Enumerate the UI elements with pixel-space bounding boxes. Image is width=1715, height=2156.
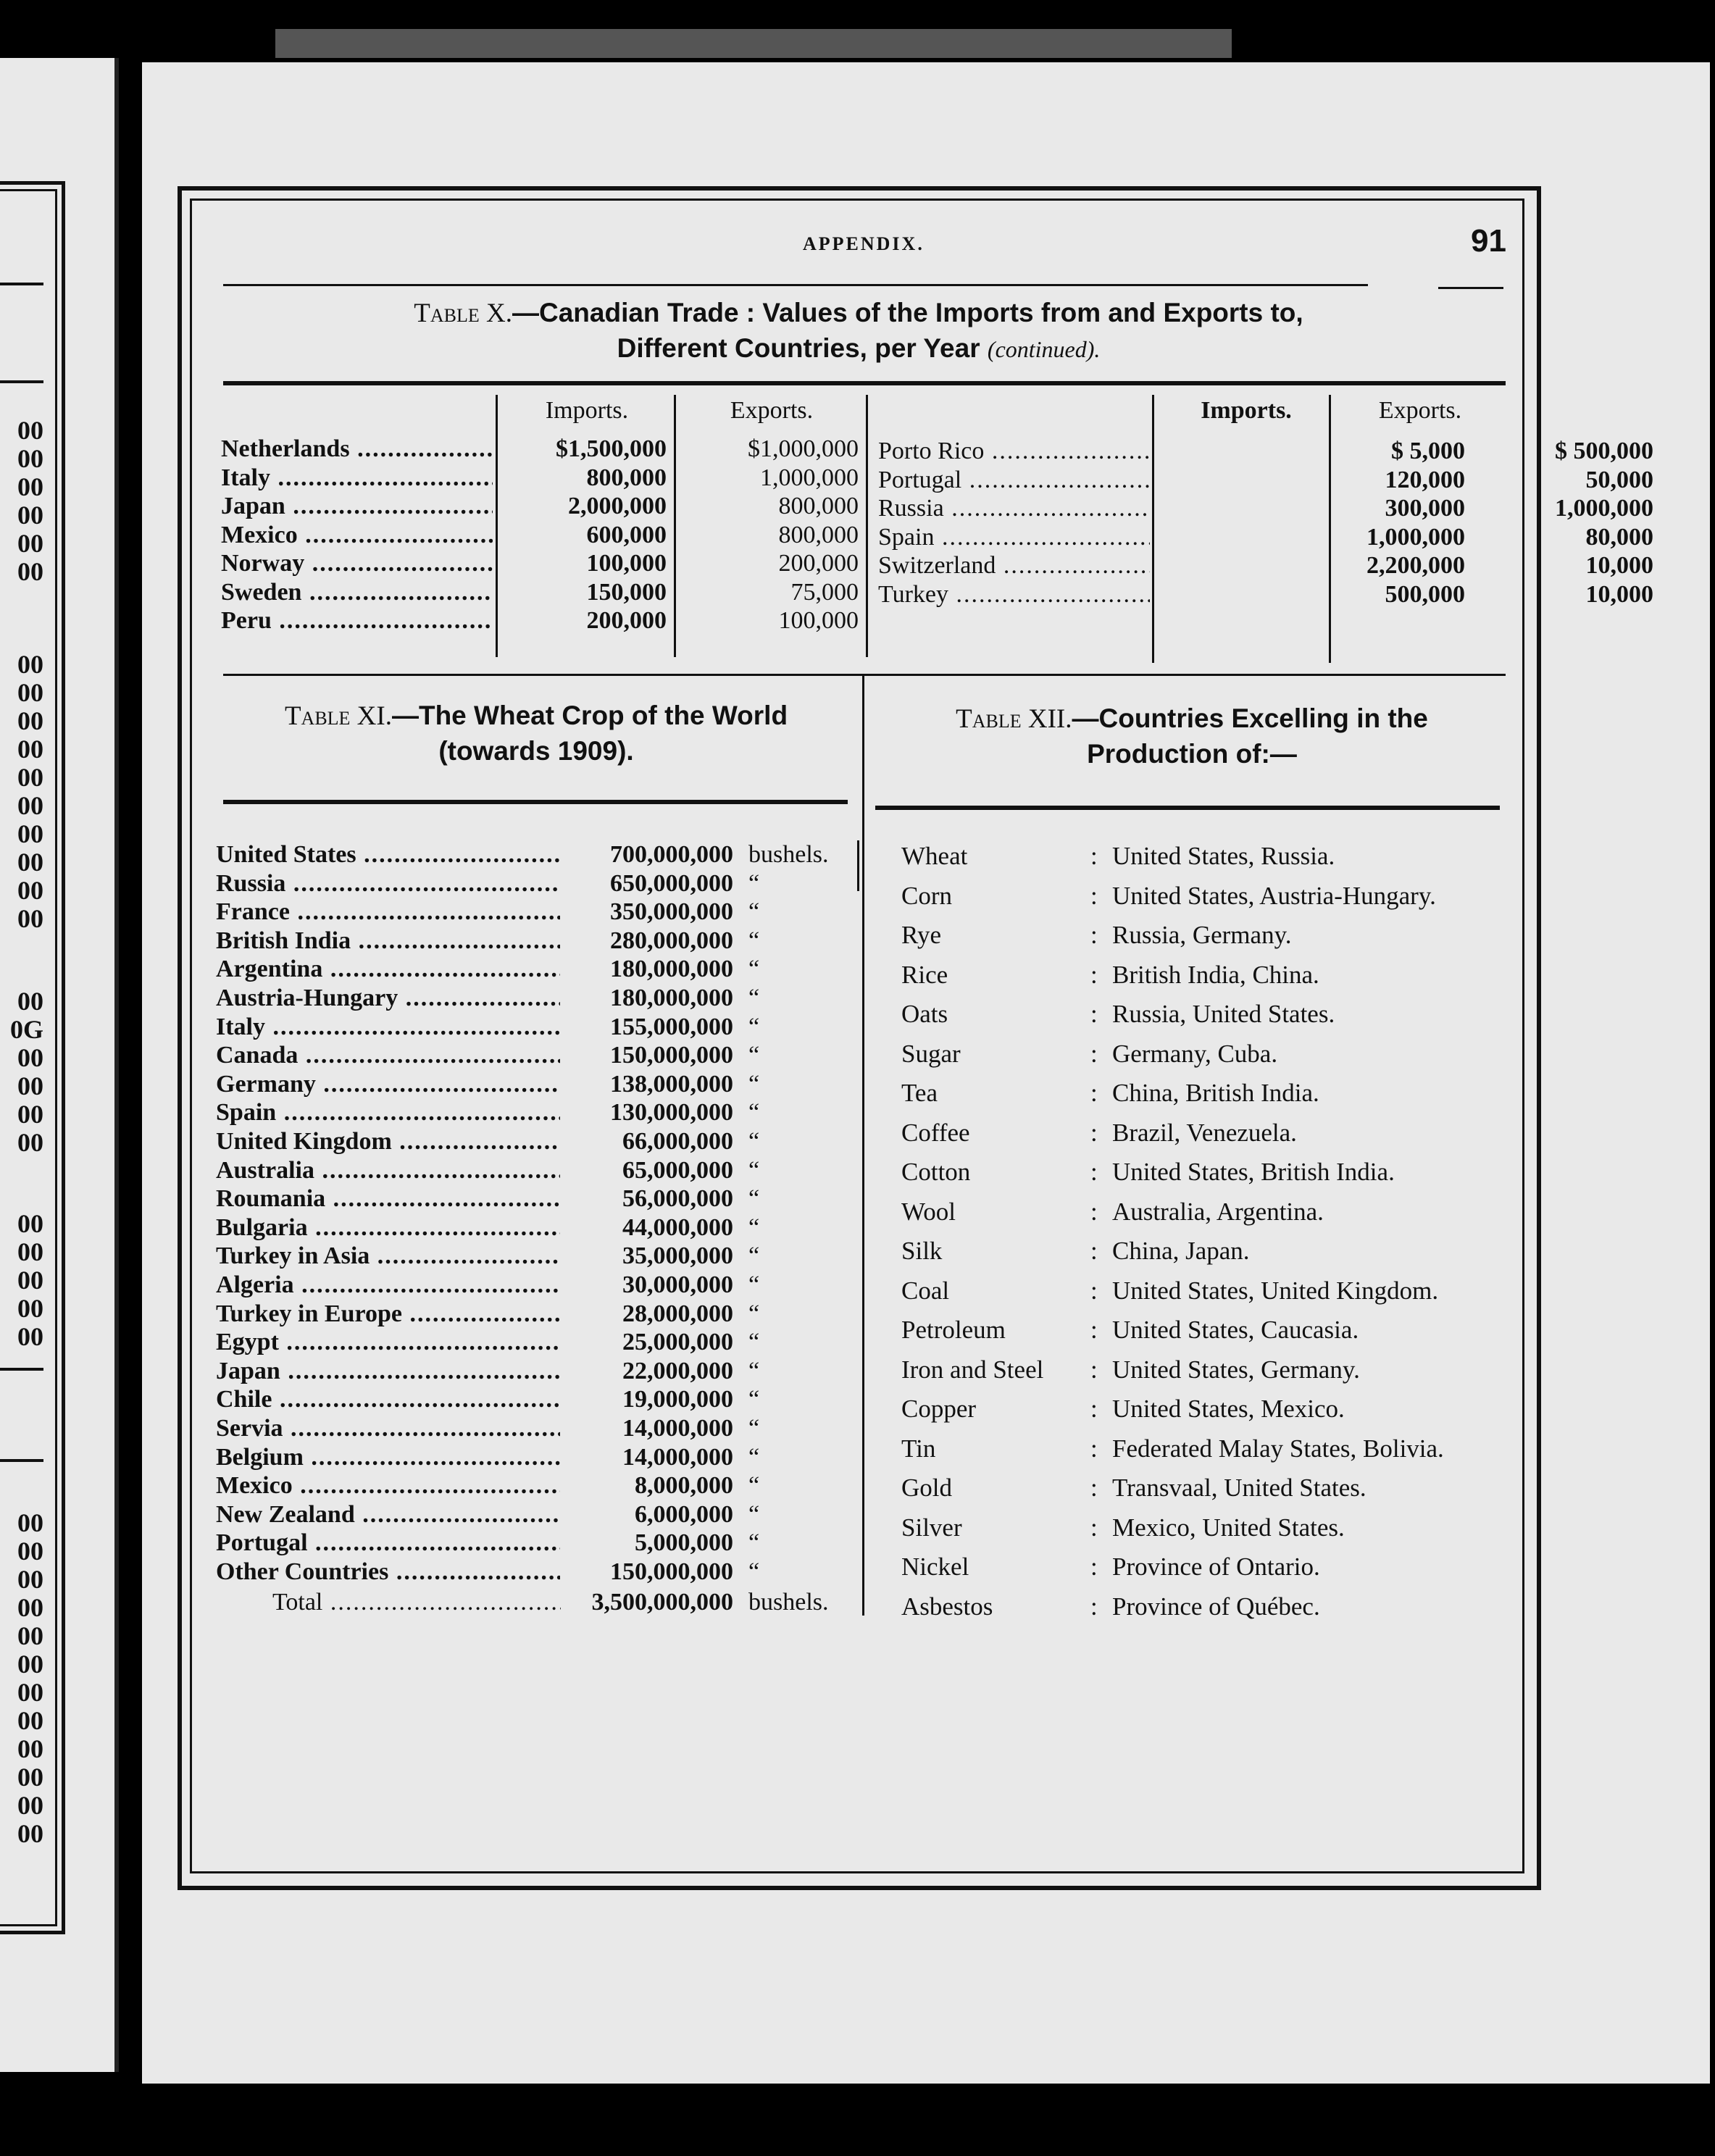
table11-title-line2: (towards 1909). bbox=[438, 736, 634, 766]
adjacent-page-number: 00 bbox=[17, 1565, 43, 1594]
table11-value: 138,000,000 bbox=[610, 1070, 733, 1098]
table12-countries: United States, British India. bbox=[1112, 1158, 1395, 1186]
adjacent-page-number: 00 bbox=[17, 706, 43, 735]
table11-country: Portugal ..... bbox=[216, 1529, 560, 1558]
table12-countries: China, Japan. bbox=[1112, 1237, 1250, 1265]
table10-exports: 10,000 bbox=[1585, 552, 1653, 579]
table12-crop: Asbestos bbox=[901, 1592, 993, 1621]
table10-title-line1: —Canadian Trade : Values of the Imports from and Exports to, bbox=[512, 298, 1303, 327]
table11-row bbox=[216, 1328, 854, 1357]
table11-row bbox=[216, 1098, 854, 1127]
table11-country: Belgium ..... bbox=[216, 1443, 560, 1472]
table12-crop: Iron and Steel bbox=[901, 1355, 1044, 1384]
adjacent-page-number: 00 bbox=[17, 1621, 43, 1650]
table11-12-divider bbox=[862, 675, 864, 1616]
table11-unit: “ bbox=[748, 1242, 760, 1270]
table11-value: 280,000,000 bbox=[610, 927, 733, 954]
header-rule-right bbox=[1438, 287, 1503, 289]
table10-col-exports-right: Exports. bbox=[1378, 397, 1462, 424]
adjacent-page-number: 00 bbox=[17, 1209, 43, 1238]
table10-country: Portugal ..... bbox=[878, 466, 1150, 495]
adjacent-page-number: 00 bbox=[17, 416, 43, 445]
table11-country: Spain ..... bbox=[216, 1098, 560, 1127]
table11-value: 14,000,000 bbox=[622, 1415, 733, 1442]
table10-country: Porto Rico ..... bbox=[878, 437, 1150, 466]
table10-top-rule bbox=[223, 381, 1506, 385]
adjacent-page-number: 00 bbox=[17, 1678, 43, 1707]
table12-separator: : bbox=[1090, 1039, 1098, 1068]
table11-country: Roumania ..... bbox=[216, 1184, 560, 1213]
table11-country: Russia ..... bbox=[216, 869, 560, 898]
table12-title-line2: Production of:— bbox=[1087, 739, 1297, 769]
table10-imports: 2,200,000 bbox=[1366, 552, 1465, 579]
table11-value: 180,000,000 bbox=[610, 956, 733, 983]
adjacent-page-number: 00 bbox=[17, 529, 43, 558]
adjacent-page-number: 00 bbox=[17, 1508, 43, 1537]
table10-imports: 120,000 bbox=[1385, 466, 1465, 493]
table11-total-value: 3,500,000,000 bbox=[591, 1588, 733, 1616]
table11-value: 180,000,000 bbox=[610, 985, 733, 1011]
table11-value: 65,000,000 bbox=[622, 1156, 733, 1184]
table12-countries: Province of Québec. bbox=[1112, 1592, 1320, 1621]
table12-crop: Wheat bbox=[901, 842, 968, 870]
table12-separator: : bbox=[1090, 1276, 1098, 1305]
table11-value: 650,000,000 bbox=[610, 869, 733, 897]
adjacent-page-number: 00 bbox=[17, 444, 43, 473]
table11-unit: “ bbox=[748, 1472, 760, 1500]
table11-value: 5,000,000 bbox=[635, 1529, 733, 1557]
table12-countries: United States, Germany. bbox=[1112, 1355, 1360, 1384]
table12-title-line1: —Countries Excelling in the bbox=[1072, 703, 1428, 733]
table10-imports: 300,000 bbox=[1385, 495, 1465, 522]
table12-countries: United States, Austria-Hungary. bbox=[1112, 881, 1436, 910]
table11-label: Table XI. bbox=[284, 701, 392, 731]
table11-unit: “ bbox=[748, 1443, 760, 1471]
table11-value: 155,000,000 bbox=[610, 1013, 733, 1040]
table12-countries: United States, United Kingdom. bbox=[1112, 1276, 1439, 1305]
table11-unit: “ bbox=[748, 1271, 760, 1298]
adjacent-page-number: 00 bbox=[17, 1100, 43, 1129]
table12-countries: Russia, United States. bbox=[1112, 1000, 1335, 1028]
table11-country: British India ..... bbox=[216, 927, 560, 956]
table11-value: 14,000,000 bbox=[622, 1443, 733, 1471]
table11-row bbox=[216, 1041, 854, 1070]
table12-crop: Wool bbox=[901, 1197, 956, 1226]
table12-separator: : bbox=[1090, 1237, 1098, 1265]
table12-separator: : bbox=[1090, 1158, 1098, 1186]
table10-exports: $ 500,000 bbox=[1555, 438, 1653, 464]
table11-unit: “ bbox=[748, 1329, 760, 1356]
adjacent-page-number: 00 bbox=[17, 735, 43, 764]
adjacent-page-number: 00 bbox=[17, 819, 43, 848]
adjacent-page-number: 00 bbox=[17, 791, 43, 820]
table11-top-rule bbox=[223, 800, 848, 804]
table12-separator: : bbox=[1090, 1118, 1098, 1147]
table10-exports: 1,000,000 bbox=[1555, 495, 1653, 522]
table10-imports: $ 5,000 bbox=[1391, 438, 1465, 464]
table11-title bbox=[225, 698, 848, 769]
table11-value: 30,000,000 bbox=[622, 1271, 733, 1298]
table11-unit: “ bbox=[748, 1529, 760, 1557]
table10-country: Netherlands ..... bbox=[221, 435, 493, 464]
table11-row bbox=[216, 1156, 854, 1185]
adjacent-page-number: 00 bbox=[17, 848, 43, 877]
table11-country: Austria-Hungary ..... bbox=[216, 984, 560, 1013]
table10-country: Turkey ..... bbox=[878, 580, 1150, 609]
adjacent-page-number: 00 bbox=[17, 1322, 43, 1351]
table10-imports: $1,500,000 bbox=[556, 435, 667, 462]
table10-exports: 50,000 bbox=[1585, 466, 1653, 493]
table11-row bbox=[216, 1385, 854, 1414]
table11-unit: “ bbox=[748, 1070, 760, 1098]
table12-crop: Coal bbox=[901, 1276, 950, 1305]
table11-country: Japan ..... bbox=[216, 1357, 560, 1386]
table10-title bbox=[217, 296, 1500, 367]
table11-unit: “ bbox=[748, 1013, 760, 1040]
table11-unit: “ bbox=[748, 1386, 760, 1413]
table10-imports: 100,000 bbox=[586, 550, 667, 577]
table12-crop: Oats bbox=[901, 1000, 948, 1028]
table11-value: 350,000,000 bbox=[610, 898, 733, 926]
table11-country: Canada ..... bbox=[216, 1041, 560, 1070]
table10-country: Sweden ..... bbox=[221, 578, 493, 607]
table11-unit: “ bbox=[748, 1558, 760, 1585]
table11-unit: “ bbox=[748, 1300, 760, 1327]
table12-separator: : bbox=[1090, 1079, 1098, 1107]
table12-crop: Nickel bbox=[901, 1553, 969, 1581]
table11-row bbox=[216, 898, 854, 927]
table11-value: 66,000,000 bbox=[622, 1128, 733, 1155]
table11-unit: “ bbox=[748, 1185, 760, 1213]
table11-country: New Zealand ..... bbox=[216, 1500, 560, 1529]
table12-separator: : bbox=[1090, 1395, 1098, 1423]
table12-separator: : bbox=[1090, 1513, 1098, 1542]
table11-row bbox=[216, 1271, 854, 1300]
table11-row bbox=[216, 955, 854, 984]
table10-country: Russia ..... bbox=[878, 494, 1150, 523]
table12-separator: : bbox=[1090, 1434, 1098, 1463]
table10-country: Peru ..... bbox=[221, 606, 493, 635]
table11-country: United Kingdom ..... bbox=[216, 1127, 560, 1156]
table11-country: Turkey in Asia ..... bbox=[216, 1242, 560, 1271]
table11-country: Other Countries ..... bbox=[216, 1558, 560, 1587]
adjacent-page-number: 00 bbox=[17, 1266, 43, 1295]
table12-countries: United States, Mexico. bbox=[1112, 1395, 1345, 1423]
table12-separator: : bbox=[1090, 881, 1098, 910]
table12-separator: : bbox=[1090, 1316, 1098, 1344]
adjacent-page-number: 00 bbox=[17, 650, 43, 679]
table12-label: Table XII. bbox=[956, 704, 1072, 734]
table11-value: 700,000,000 bbox=[610, 841, 733, 868]
table11-row bbox=[216, 1500, 854, 1529]
table11-value: 8,000,000 bbox=[635, 1472, 733, 1500]
table11-value: 130,000,000 bbox=[610, 1099, 733, 1127]
table11-value: 25,000,000 bbox=[622, 1329, 733, 1356]
table11-unit: bushels. bbox=[748, 841, 829, 868]
table11-unit: “ bbox=[748, 1099, 760, 1127]
table10-row bbox=[878, 551, 1653, 580]
table11-total-unit: bushels. bbox=[748, 1588, 829, 1616]
table10-row bbox=[878, 466, 1653, 495]
page-number: 91 bbox=[1471, 223, 1506, 259]
running-head: APPENDIX. bbox=[803, 233, 925, 254]
table11-value: 28,000,000 bbox=[622, 1300, 733, 1327]
table11-unit: “ bbox=[748, 1156, 760, 1184]
table11-title-line1: —The Wheat Crop of the World bbox=[391, 701, 788, 730]
table11-country: Bulgaria ..... bbox=[216, 1213, 560, 1242]
table11-unit: “ bbox=[748, 1357, 760, 1384]
table12-crop: Tin bbox=[901, 1434, 936, 1463]
table10-country: Japan ..... bbox=[221, 492, 493, 521]
table10-exports: 800,000 bbox=[778, 493, 859, 519]
adjacent-page-number: 00 bbox=[17, 678, 43, 707]
table12-crop: Rye bbox=[901, 921, 941, 949]
table11-value: 56,000,000 bbox=[622, 1185, 733, 1213]
adjacent-page-number: 00 bbox=[17, 1294, 43, 1323]
adjacent-page-number: 00 bbox=[17, 501, 43, 530]
table11-row bbox=[216, 1414, 854, 1443]
table12-crop: Petroleum bbox=[901, 1316, 1006, 1344]
table10-exports: 10,000 bbox=[1585, 580, 1653, 608]
table11-unit: “ bbox=[748, 956, 760, 983]
table11-unit: “ bbox=[748, 869, 760, 897]
table12-countries: British India, China. bbox=[1112, 960, 1319, 989]
adjacent-page-number: 00 bbox=[17, 557, 43, 586]
table12-countries: Brazil, Venezuela. bbox=[1112, 1118, 1297, 1147]
table10-exports: $1,000,000 bbox=[748, 435, 859, 462]
table12-crop: Corn bbox=[901, 881, 952, 910]
table10-imports: 150,000 bbox=[586, 578, 667, 606]
table11-total-row bbox=[216, 1588, 854, 1617]
table12-crop: Sugar bbox=[901, 1039, 961, 1068]
table10-country: Switzerland ..... bbox=[878, 551, 1150, 580]
adjacent-page-number: 00 bbox=[17, 1650, 43, 1679]
table12-separator: : bbox=[1090, 1000, 1098, 1028]
adjacent-page-number: 00 bbox=[17, 904, 43, 933]
adjacent-page-number: 00 bbox=[17, 1128, 43, 1157]
table11-unit: “ bbox=[748, 985, 760, 1011]
table11-country: Algeria ..... bbox=[216, 1271, 560, 1300]
table10-label: Table X. bbox=[414, 298, 512, 328]
table11-row bbox=[216, 1127, 854, 1156]
table11-country: Mexico ..... bbox=[216, 1471, 560, 1500]
table12-separator: : bbox=[1090, 1592, 1098, 1621]
table11-row bbox=[216, 1300, 854, 1329]
table11-value: 44,000,000 bbox=[622, 1213, 733, 1241]
table11-country: Australia ..... bbox=[216, 1156, 560, 1185]
table12-crop: Copper bbox=[901, 1395, 977, 1423]
table11-country: Argentina ..... bbox=[216, 955, 560, 984]
table11-value: 22,000,000 bbox=[622, 1357, 733, 1384]
table12-separator: : bbox=[1090, 1474, 1098, 1502]
table11-row bbox=[216, 1357, 854, 1386]
adjacent-page-number: 00 bbox=[17, 1071, 43, 1100]
table10-imports: 500,000 bbox=[1385, 580, 1465, 608]
table12-countries: China, British India. bbox=[1112, 1079, 1319, 1107]
table12-crop: Silk bbox=[901, 1237, 943, 1265]
table10-imports: 1,000,000 bbox=[1366, 523, 1465, 551]
table11-right-edge bbox=[857, 840, 859, 891]
table11-row bbox=[216, 1558, 854, 1587]
table10-exports: 100,000 bbox=[778, 607, 859, 634]
adjacent-page-number: 00 bbox=[17, 763, 43, 792]
table10-exports: 80,000 bbox=[1585, 523, 1653, 551]
table10-imports: 2,000,000 bbox=[568, 493, 667, 519]
table10-exports: 75,000 bbox=[790, 578, 859, 606]
table10-row bbox=[878, 494, 1653, 523]
table10-row bbox=[878, 580, 1653, 609]
table12-countries: Russia, Germany. bbox=[1112, 921, 1292, 949]
table11-row bbox=[216, 1184, 854, 1213]
adjacent-page-number: 00 bbox=[17, 472, 43, 501]
adjacent-page-number: 00 bbox=[17, 876, 43, 905]
table10-col-exports-left: Exports. bbox=[730, 397, 814, 424]
table12-crop: Cotton bbox=[901, 1158, 971, 1186]
table10-title-note: (continued). bbox=[987, 336, 1101, 362]
table11-row bbox=[216, 1242, 854, 1271]
table12-countries: Transvaal, United States. bbox=[1112, 1474, 1366, 1502]
table10-exports: 1,000,000 bbox=[760, 464, 859, 491]
table10-row bbox=[878, 523, 1653, 552]
table11-country: Germany ..... bbox=[216, 1070, 560, 1099]
table11-value: 19,000,000 bbox=[622, 1386, 733, 1413]
table10-exports: 800,000 bbox=[778, 521, 859, 548]
table11-country: France ..... bbox=[216, 898, 560, 927]
table10-title-line2: Different Countries, per Year bbox=[617, 333, 980, 363]
table11-total-label: Total ..... bbox=[272, 1588, 561, 1617]
adjacent-page-number: 00 bbox=[17, 1734, 43, 1763]
table12-separator: : bbox=[1090, 842, 1098, 870]
table11-unit: “ bbox=[748, 1042, 760, 1069]
table12-countries: Mexico, United States. bbox=[1112, 1513, 1345, 1542]
table12-countries: United States, Russia. bbox=[1112, 842, 1335, 870]
adjacent-page-number: 00 bbox=[17, 1763, 43, 1792]
header-rule bbox=[223, 284, 1368, 286]
table11-country: Servia ..... bbox=[216, 1414, 560, 1443]
adjacent-page-number: 00 bbox=[17, 1706, 43, 1735]
table12-crop: Rice bbox=[901, 960, 948, 989]
table10-col-imports-left: Imports. bbox=[545, 397, 629, 424]
table12-countries: Province of Ontario. bbox=[1112, 1553, 1320, 1581]
table12-crop: Gold bbox=[901, 1474, 952, 1502]
table12-title bbox=[877, 701, 1507, 772]
table12-crop: Tea bbox=[901, 1079, 938, 1107]
table12-separator: : bbox=[1090, 1355, 1098, 1384]
table11-row bbox=[216, 927, 854, 956]
table10-row bbox=[878, 437, 1653, 466]
table10-country: Spain ..... bbox=[878, 523, 1150, 552]
table11-unit: “ bbox=[748, 1128, 760, 1155]
table12-separator: : bbox=[1090, 960, 1098, 989]
table10-imports: 200,000 bbox=[586, 607, 667, 634]
adjacent-page-number: 00 bbox=[17, 1593, 43, 1622]
table12-top-rule bbox=[875, 806, 1500, 810]
table11-unit: “ bbox=[748, 927, 760, 954]
table11-row bbox=[216, 869, 854, 898]
table12-countries: Australia, Argentina. bbox=[1112, 1197, 1324, 1226]
adjacent-page-number: 00 bbox=[17, 1237, 43, 1266]
table10-bottom-rule bbox=[223, 674, 1506, 676]
adjacent-page-number: 00 bbox=[17, 1791, 43, 1820]
table10-country: Italy ..... bbox=[221, 464, 493, 493]
adjacent-page-number: 0G bbox=[9, 1015, 43, 1044]
table10-country: Mexico ..... bbox=[221, 521, 493, 550]
table12-separator: : bbox=[1090, 1197, 1098, 1226]
table11-country: Italy ..... bbox=[216, 1013, 560, 1042]
table11-row bbox=[216, 984, 854, 1013]
table10-exports: 200,000 bbox=[778, 550, 859, 577]
table11-row bbox=[216, 1529, 854, 1558]
table11-row bbox=[216, 1070, 854, 1099]
table12-separator: : bbox=[1090, 921, 1098, 949]
table11-value: 6,000,000 bbox=[635, 1500, 733, 1528]
table12-countries: Federated Malay States, Bolivia. bbox=[1112, 1434, 1444, 1463]
adjacent-page-number: 00 bbox=[17, 1819, 43, 1848]
table12-crop: Silver bbox=[901, 1513, 962, 1542]
table11-value: 35,000,000 bbox=[622, 1242, 733, 1270]
table11-country: Turkey in Europe ..... bbox=[216, 1300, 560, 1329]
table11-country: Chile ..... bbox=[216, 1385, 560, 1414]
table10-col-imports-right: Imports. bbox=[1201, 397, 1292, 424]
table10-country: Norway ..... bbox=[221, 549, 493, 578]
table11-row bbox=[216, 1443, 854, 1472]
table12-separator: : bbox=[1090, 1553, 1098, 1581]
table10-row bbox=[221, 606, 1235, 635]
table11-unit: “ bbox=[748, 1213, 760, 1241]
table11-unit: “ bbox=[748, 898, 760, 926]
table12-countries: United States, Caucasia. bbox=[1112, 1316, 1359, 1344]
adjacent-page-number: 00 bbox=[17, 1537, 43, 1566]
table11-row bbox=[216, 1013, 854, 1042]
table11-row bbox=[216, 840, 854, 869]
table11-unit: “ bbox=[748, 1415, 760, 1442]
table10-imports: 800,000 bbox=[586, 464, 667, 491]
adjacent-page-number: 00 bbox=[17, 1043, 43, 1072]
table11-value: 150,000,000 bbox=[610, 1558, 733, 1585]
table11-row bbox=[216, 1213, 854, 1242]
table11-country: Egypt ..... bbox=[216, 1328, 560, 1357]
table11-unit: “ bbox=[748, 1500, 760, 1528]
table12-crop: Coffee bbox=[901, 1118, 970, 1147]
table11-row bbox=[216, 1471, 854, 1500]
table11-value: 150,000,000 bbox=[610, 1042, 733, 1069]
table11-country: United States ..... bbox=[216, 840, 560, 869]
adjacent-page-number: 00 bbox=[17, 987, 43, 1016]
table12-countries: Germany, Cuba. bbox=[1112, 1039, 1278, 1068]
table10-imports: 600,000 bbox=[586, 521, 667, 548]
